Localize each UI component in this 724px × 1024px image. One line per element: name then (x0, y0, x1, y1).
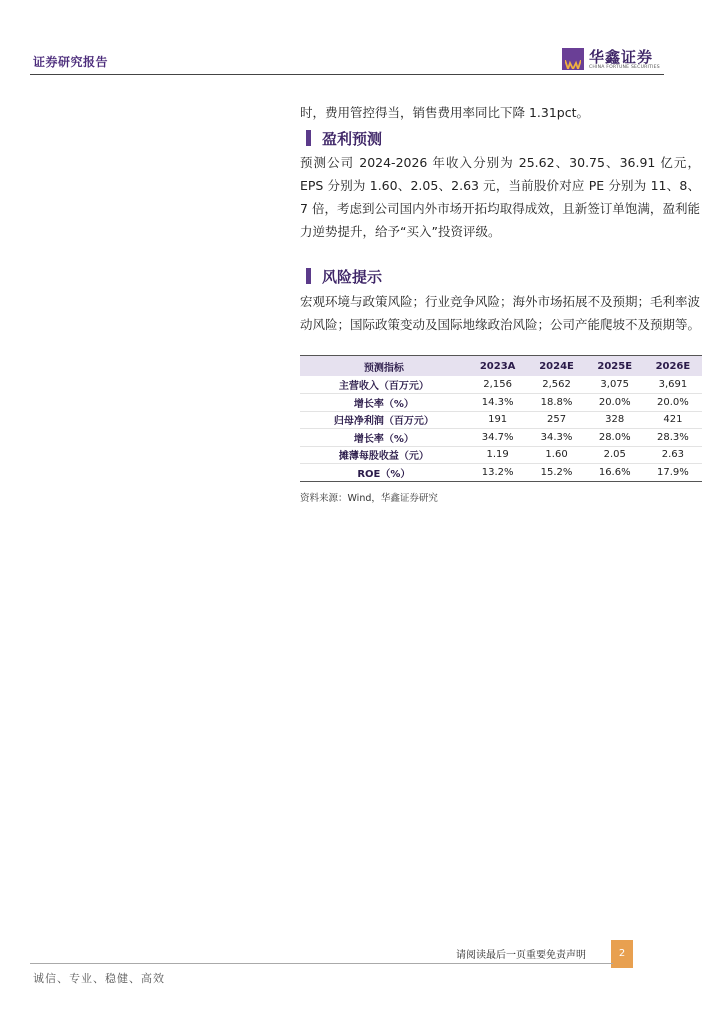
table-row (300, 394, 702, 412)
forecast-table (300, 356, 702, 482)
logo-english-name: CHINA FORTUNE SECURITIES (589, 65, 660, 70)
row-label: 归母净利润（百万元） (300, 411, 468, 429)
section-title: 盈利预测 (322, 130, 383, 148)
table-cell: 34.7% (468, 429, 528, 447)
row-label: 摊薄每股收益（元） (300, 446, 468, 464)
table-row (300, 446, 702, 464)
logo-chinese-name: 华鑫证券 (589, 48, 654, 66)
logo-mark-icon (562, 48, 584, 70)
table-header-cell: 2026E (644, 356, 702, 376)
table-row (300, 429, 702, 447)
risk-block (300, 290, 700, 336)
table-cell: 34.3% (527, 429, 585, 447)
earnings-forecast-paragraph: 预测公司 2024-2026 年收入分别为 25.62、30.75、36.91 亿元，EPS 分别为 1.60、2.05、2.63 元，当前股价对应 PE 分别为 11、8、7 倍，考虑到公司国内外市场开拓均取得成效，且新签订单饱满，盈利能力逆势提升，给予“买入”投资评级。 (300, 155, 700, 239)
row-label: 增长率（%） (300, 429, 468, 447)
company-logo (562, 47, 672, 73)
table-cell: 28.3% (644, 429, 702, 447)
table-cell: 2,562 (527, 376, 585, 394)
table-cell: 17.9% (644, 464, 702, 482)
section-bar-icon (306, 130, 311, 146)
table-cell: 191 (468, 411, 528, 429)
table-header-cell: 预测指标 (300, 356, 468, 376)
disclaimer-link[interactable]: 请阅读最后一页重要免责声明 (456, 950, 586, 961)
header-divider (30, 74, 664, 75)
table-cell: 3,075 (586, 376, 644, 394)
table-cell: 13.2% (468, 464, 528, 482)
table-cell: 3,691 (644, 376, 702, 394)
row-label: 增长率（%） (300, 394, 468, 412)
table-header-cell: 2023A (468, 356, 528, 376)
table-row (300, 376, 702, 394)
table-cell: 20.0% (644, 394, 702, 412)
intro-paragraph-block (300, 101, 700, 124)
row-label: ROE（%） (300, 464, 468, 482)
page-number: 2 (611, 940, 633, 968)
section-title: 风险提示 (322, 268, 383, 286)
table-cell: 18.8% (527, 394, 585, 412)
intro-paragraph: 时，费用管控得当，销售费用率同比下降 1.31pct。 (300, 105, 590, 120)
table-cell: 2,156 (468, 376, 528, 394)
table-cell: 16.6% (586, 464, 644, 482)
footer-divider (30, 963, 613, 964)
table-cell: 421 (644, 411, 702, 429)
risk-paragraph: 宏观环境与政策风险；行业竞争风险；海外市场拓展不及预期；毛利率波动风险；国际政策变动及国际地缘政治风险；公司产能爬坡不及预期等。 (300, 294, 701, 332)
earnings-forecast-block (300, 151, 700, 243)
table-row (300, 411, 702, 429)
table-cell: 14.3% (468, 394, 528, 412)
table-cell: 257 (527, 411, 585, 429)
footer-motto: 诚信、专业、稳健、高效 (33, 972, 165, 985)
report-type-label: 证券研究报告 (33, 55, 109, 69)
table-cell: 2.05 (586, 446, 644, 464)
table-source-note: 资料来源：Wind，华鑫证券研究 (300, 493, 438, 504)
table-cell: 20.0% (586, 394, 644, 412)
section-bar-icon (306, 268, 311, 284)
row-label: 主营收入（百万元） (300, 376, 468, 394)
table-header-cell: 2025E (586, 356, 644, 376)
table-cell: 328 (586, 411, 644, 429)
table-cell: 1.60 (527, 446, 585, 464)
table-header-cell: 2024E (527, 356, 585, 376)
table-cell: 1.19 (468, 446, 528, 464)
table-row (300, 464, 702, 482)
table-cell: 28.0% (586, 429, 644, 447)
table-cell: 15.2% (527, 464, 585, 482)
table-cell: 2.63 (644, 446, 702, 464)
table-header-row (300, 356, 702, 376)
